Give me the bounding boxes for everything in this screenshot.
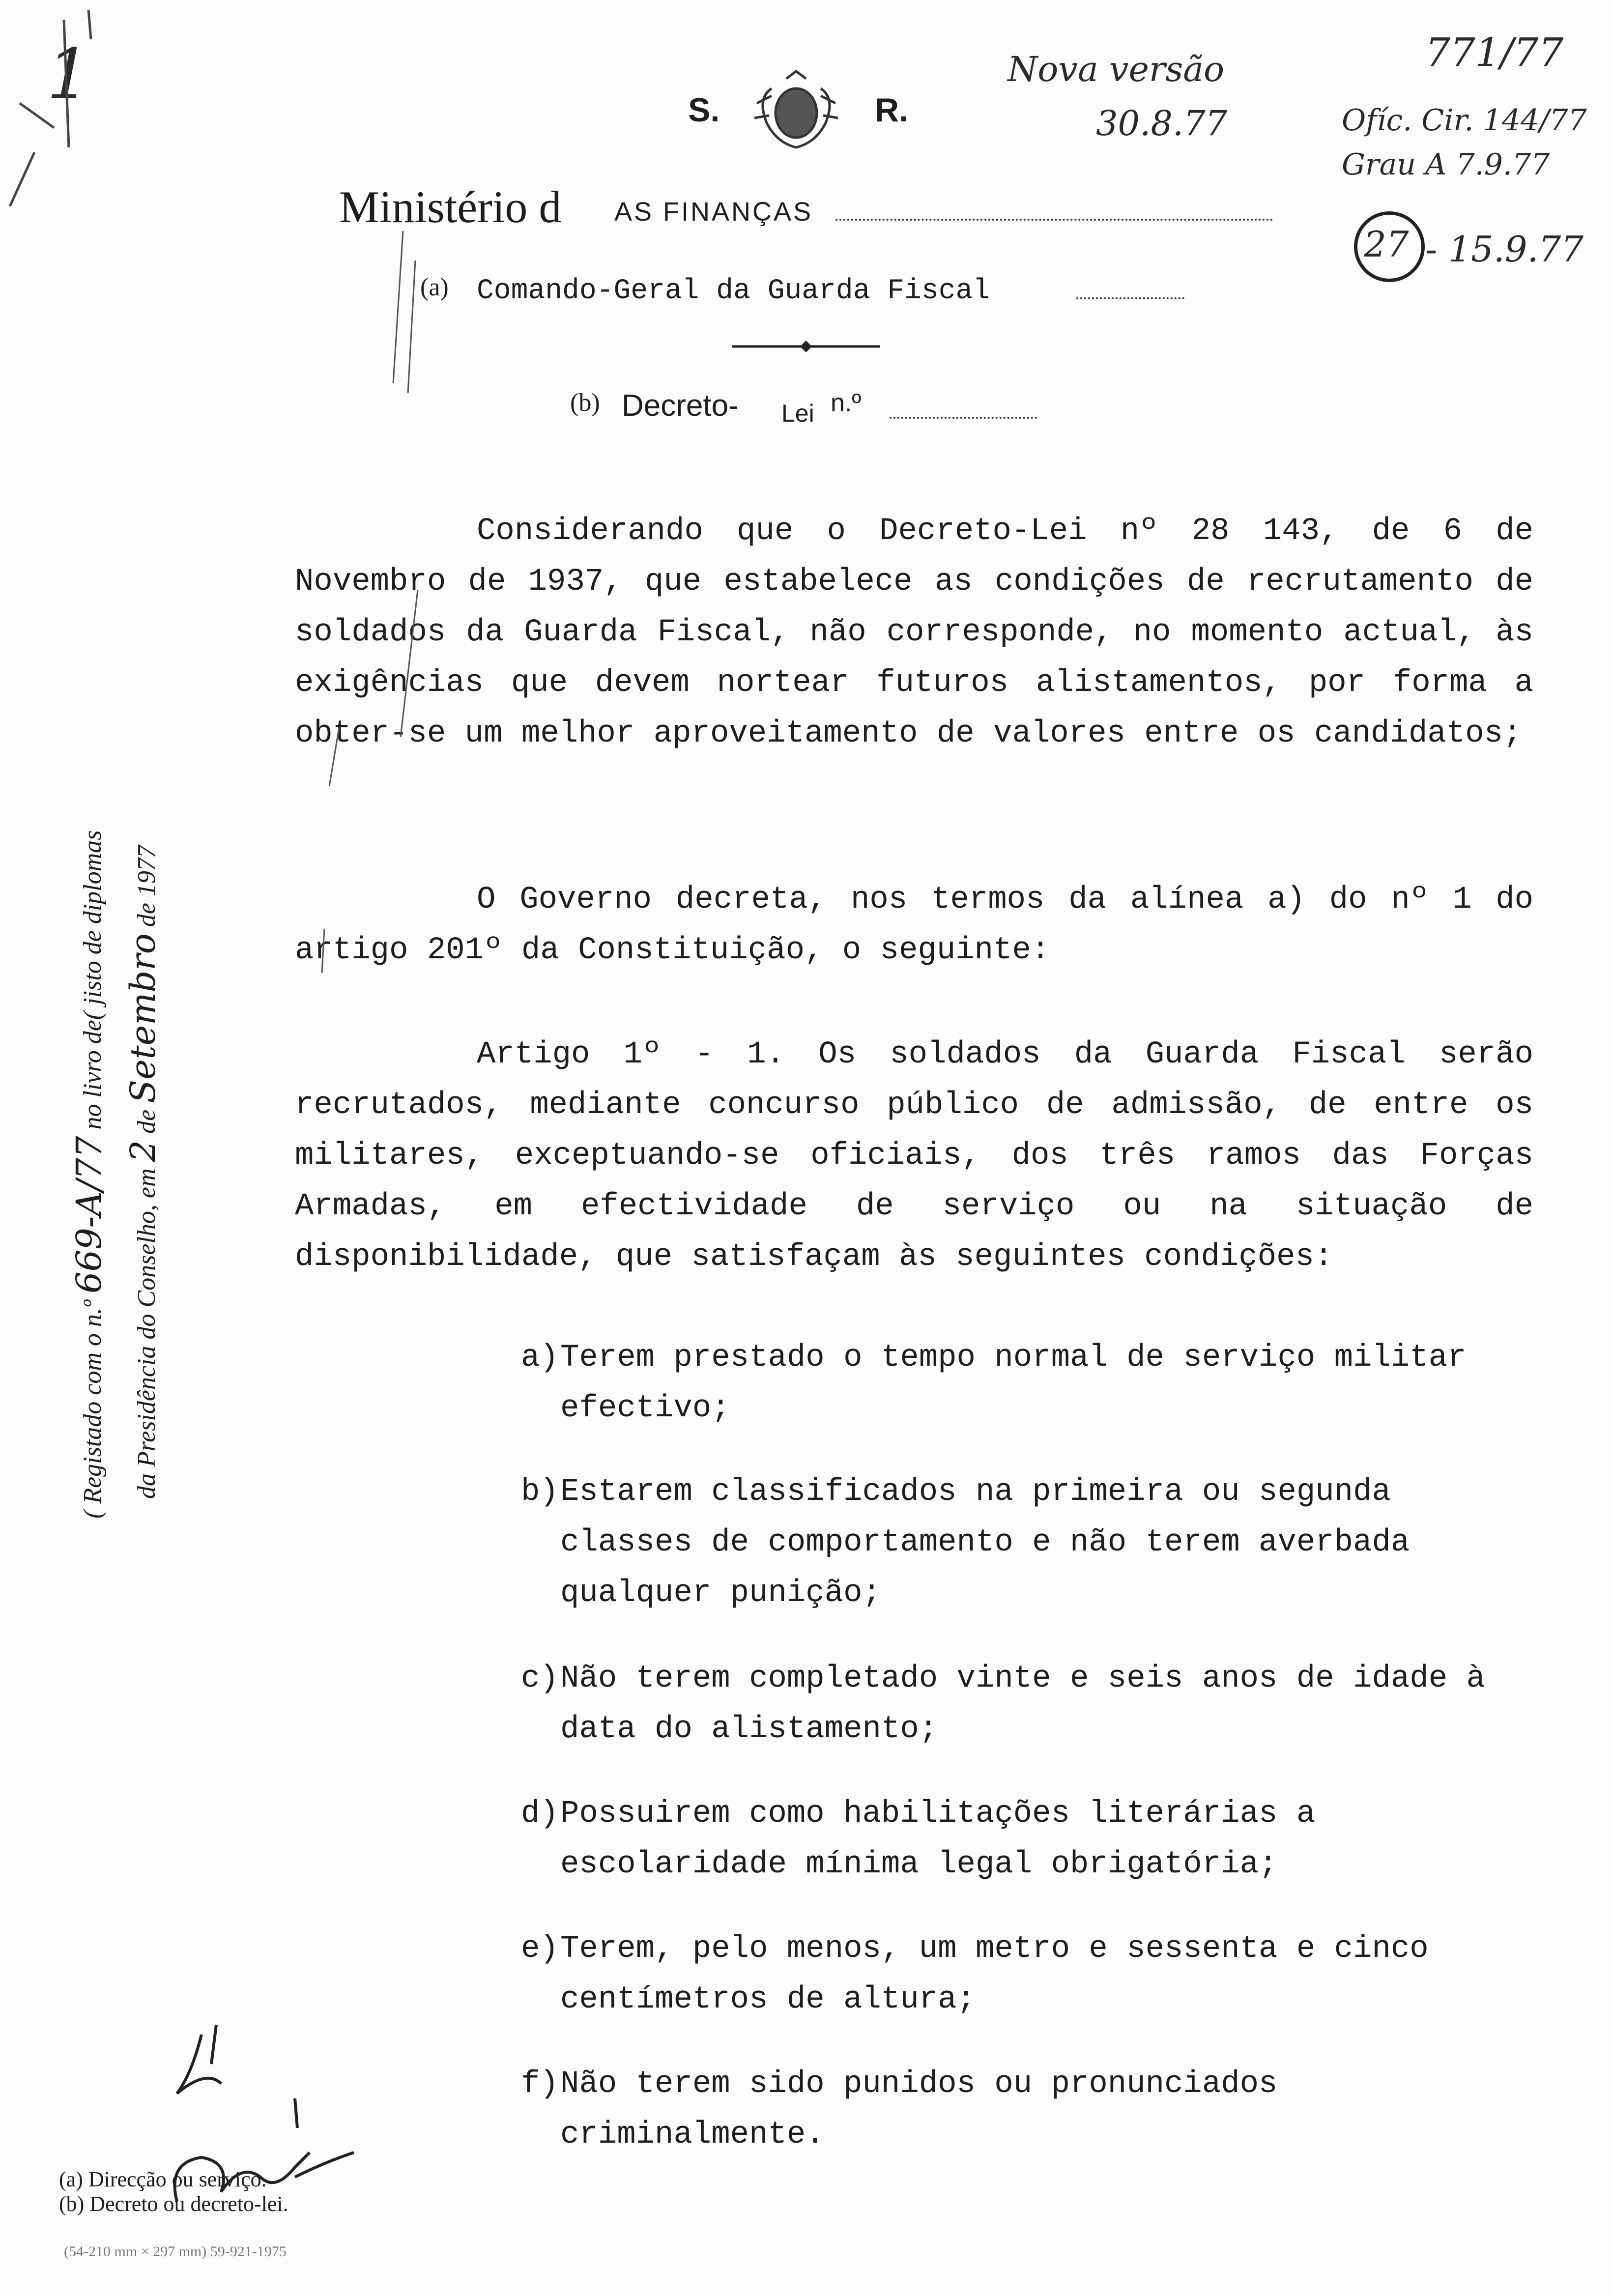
divider-ornament bbox=[727, 337, 885, 356]
handwritten-grade-date: Grau A 7.9.77 bbox=[1342, 147, 1550, 182]
decreto-dotted-line bbox=[890, 417, 1037, 419]
ministry-value: AS FINANÇAS bbox=[614, 197, 813, 227]
condition-item-e bbox=[521, 1924, 1538, 2025]
condition-text-e: Terem, pelo menos, um metro e sessenta e cinco centímetros de altura; bbox=[560, 1931, 1429, 2017]
decreto-lei: Lei bbox=[781, 400, 814, 427]
margin-registration-day: 2 bbox=[123, 1140, 163, 1162]
condition-item-c bbox=[521, 1654, 1538, 1755]
margin-line1-prefix: ( Registado com o n.º bbox=[79, 1299, 107, 1519]
condition-item-a bbox=[521, 1333, 1538, 1434]
top-left-scribble bbox=[0, 0, 157, 206]
article-1-paragraph: Artigo 1º - 1. Os soldados da Guarda Fiscal serão recrutados, mediante concurso público de admissão, de entre os militares, exceptuando-se oficiais, dos três ramos das Forças Armadas, em efectividade de serviço ou na situação de disponibilidade, que satisfaçam às seguintes condições: bbox=[295, 1037, 1553, 1275]
condition-letter-c: c) bbox=[521, 1661, 559, 1696]
margin-line2-suffix: de 1977 bbox=[133, 845, 161, 927]
ministry-label: Ministério d bbox=[339, 182, 562, 232]
decreto-label: Decreto- bbox=[622, 389, 739, 423]
margin-registration-note bbox=[69, 634, 197, 1519]
condition-text-f: Não terem sido punidos ou pronunciados criminalmente. bbox=[560, 2066, 1278, 2152]
condition-letter-b: b) bbox=[521, 1474, 559, 1510]
coat-of-arms-icon bbox=[742, 69, 850, 157]
handwritten-version-date: 30.8.77 bbox=[1096, 103, 1228, 144]
print-code: (54-210 mm × 297 mm) 59-921-1975 bbox=[64, 2243, 287, 2260]
condition-letter-f: f) bbox=[521, 2066, 559, 2102]
top-left-handwritten-mark: 1 bbox=[47, 34, 91, 115]
margin-line2-prefix: da Presidência do Conselho, em bbox=[133, 1168, 161, 1499]
condition-item-d bbox=[521, 1789, 1538, 1890]
condition-letter-d: d) bbox=[521, 1796, 559, 1832]
condition-text-c: Não terem completado vinte e seis anos de idade à data do alistamento; bbox=[560, 1661, 1485, 1747]
condition-letter-a: a) bbox=[521, 1340, 559, 1376]
condition-text-b: Estarem classificados na primeira ou segunda classes de comportamento e não terem averbada qualquer punição; bbox=[560, 1474, 1410, 1611]
margin-registration-number: 669-A/77 bbox=[69, 1136, 109, 1293]
circled-number-date: - 15.9.77 bbox=[1425, 229, 1584, 270]
comando-text: Comando-Geral da Guarda Fiscal bbox=[477, 275, 990, 307]
condition-item-f bbox=[521, 2059, 1538, 2160]
decreto-footnote-marker: (b) bbox=[570, 389, 600, 417]
handwritten-version-note: Nova versão bbox=[1008, 49, 1225, 89]
s-letter: S. bbox=[688, 91, 720, 129]
margin-line2-de: de bbox=[133, 1109, 161, 1134]
margin-line1-middle: no livro de( bbox=[79, 1011, 107, 1130]
condition-letter-e: e) bbox=[521, 1931, 559, 1967]
stray-pen-marks bbox=[295, 147, 442, 1032]
preamble-paragraph: Considerando que o Decreto-Lei nº 28 143, de 6 de Novembro de 1937, que estabelece as condições de recrutamento de soldados da Guarda Fiscal, não corresponde, no momento actual, às exigências que devem nortear futuros alistamentos, por forma a obter-se um melhor aproveitamento de valores entre os candidatos; bbox=[295, 514, 1553, 751]
r-letter: R. bbox=[875, 91, 908, 129]
circled-number: 27 bbox=[1364, 224, 1409, 265]
margin-line1-suffix: jisto de diplomas bbox=[79, 830, 107, 1005]
margin-line-1 bbox=[69, 830, 109, 1519]
footnote-a: (a) Direcção ou serviço. bbox=[59, 2167, 267, 2191]
handwritten-reference-number: 771/77 bbox=[1425, 29, 1564, 75]
condition-text-a: Terem prestado o tempo normal de serviço militar efectivo; bbox=[560, 1340, 1467, 1426]
condition-text-d: Possuirem como habilitações literárias a escolaridade mínima legal obrigatória; bbox=[560, 1796, 1316, 1882]
handwritten-circular-reference: Ofíc. Cir. 144/77 bbox=[1342, 103, 1587, 138]
margin-line-2 bbox=[123, 845, 163, 1499]
decreto-number-label: n.º bbox=[831, 389, 862, 417]
footnote-b: (b) Decreto ou decreto-lei. bbox=[59, 2192, 288, 2216]
ministry-dotted-line bbox=[835, 219, 1273, 221]
comando-dotted-line bbox=[1076, 297, 1184, 299]
condition-item-b bbox=[521, 1467, 1538, 1619]
comando-footnote-marker: (a) bbox=[420, 273, 449, 301]
decree-paragraph: O Governo decreta, nos termos da alínea a) do nº 1 do artigo 201º da Constituição, o seguinte: bbox=[295, 882, 1553, 968]
margin-registration-month: Setembro bbox=[123, 933, 163, 1103]
